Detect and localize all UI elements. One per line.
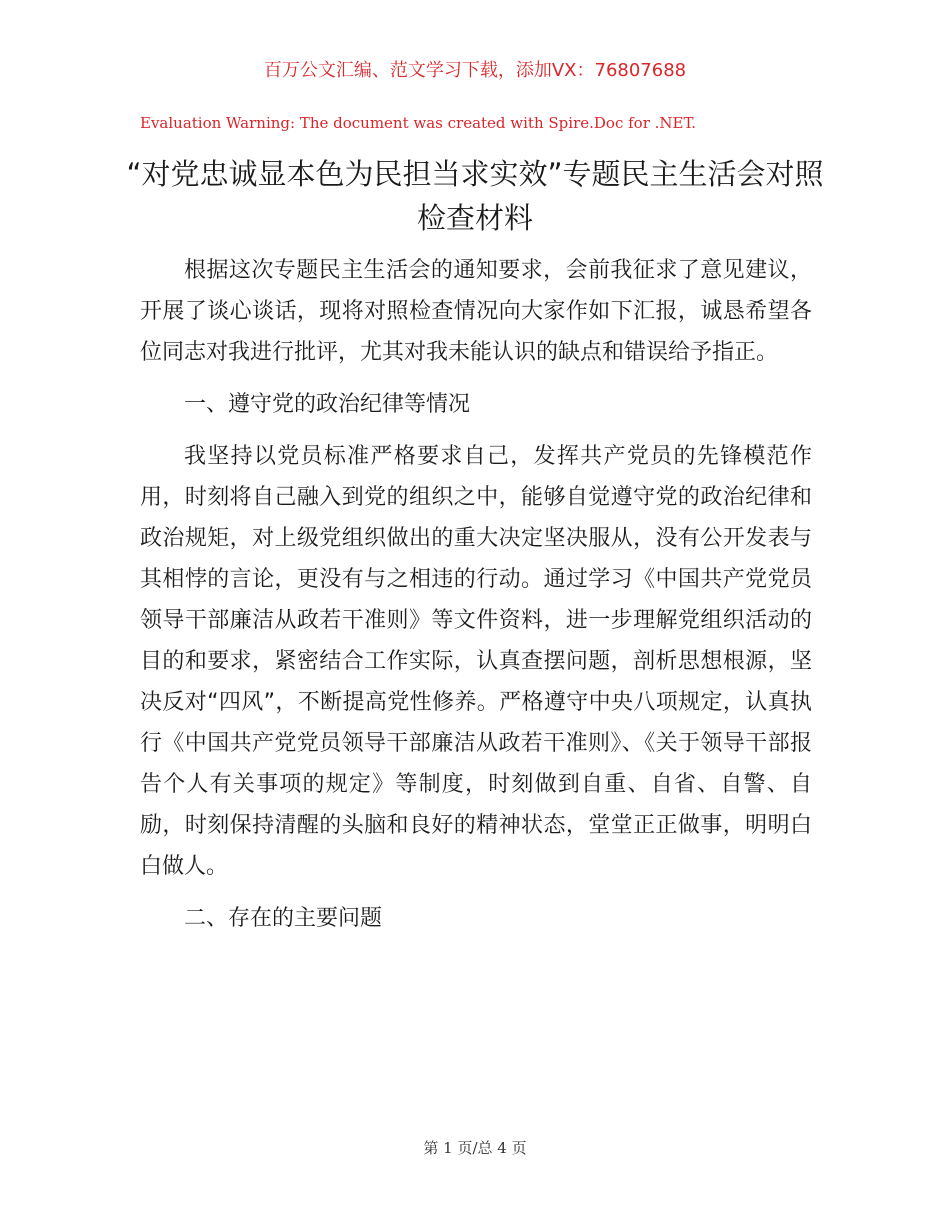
document-body [140, 250, 812, 950]
paragraph-section-1: 我坚持以党员标准严格要求自己，发挥共产党员的先锋模范作用，时刻将自己融入到党的组织之中，能够自觉遵守党的政治纪律和政治规矩，对上级党组织做出的重大决定坚决服从，没有公开发表与其相悖的言论，更没有与之相违的行动。通过学习《中国共产党党员领导干部廉洁从政若干准则》等文件资料，进一步理解党组织活动的目的和要求，紧密结合工作实际，认真查摆问题，剖析思想根源，坚决反对“四风”，不断提高党性修养。严格遵守中央八项规定，认真执行《中国共产党党员领导干部廉洁从政若干准则》、《关于领导干部报告个人有关事项的规定》等制度，时刻做到自重、自省、自警、自励，时刻保持清醒的头脑和良好的精神状态，堂堂正正做事，明明白白做人。 [140, 444, 812, 879]
paragraph-intro: 根据这次专题民主生活会的通知要求，会前我征求了意见建议，开展了谈心谈话，现将对照检查情况向大家作如下汇报，诚恳希望各位同志对我进行批评，尤其对我未能认识的缺点和错误给予指正。 [140, 258, 812, 365]
document-title: “对党忠诚显本色为民担当求实效”专题民主生活会对照检查材料 [126, 157, 824, 235]
page-footer: 第 1 页/总 4 页 [423, 1139, 527, 1157]
section-heading-2: 二、存在的主要问题 [184, 906, 383, 931]
section-heading-1: 一、遵守党的政治纪律等情况 [184, 392, 471, 417]
evaluation-warning: Evaluation Warning: The document was created with Spire.Doc for .NET. [140, 114, 697, 132]
promo-header: 百万公文汇编、范文学习下载，添加VX：76807688 [263, 60, 687, 81]
